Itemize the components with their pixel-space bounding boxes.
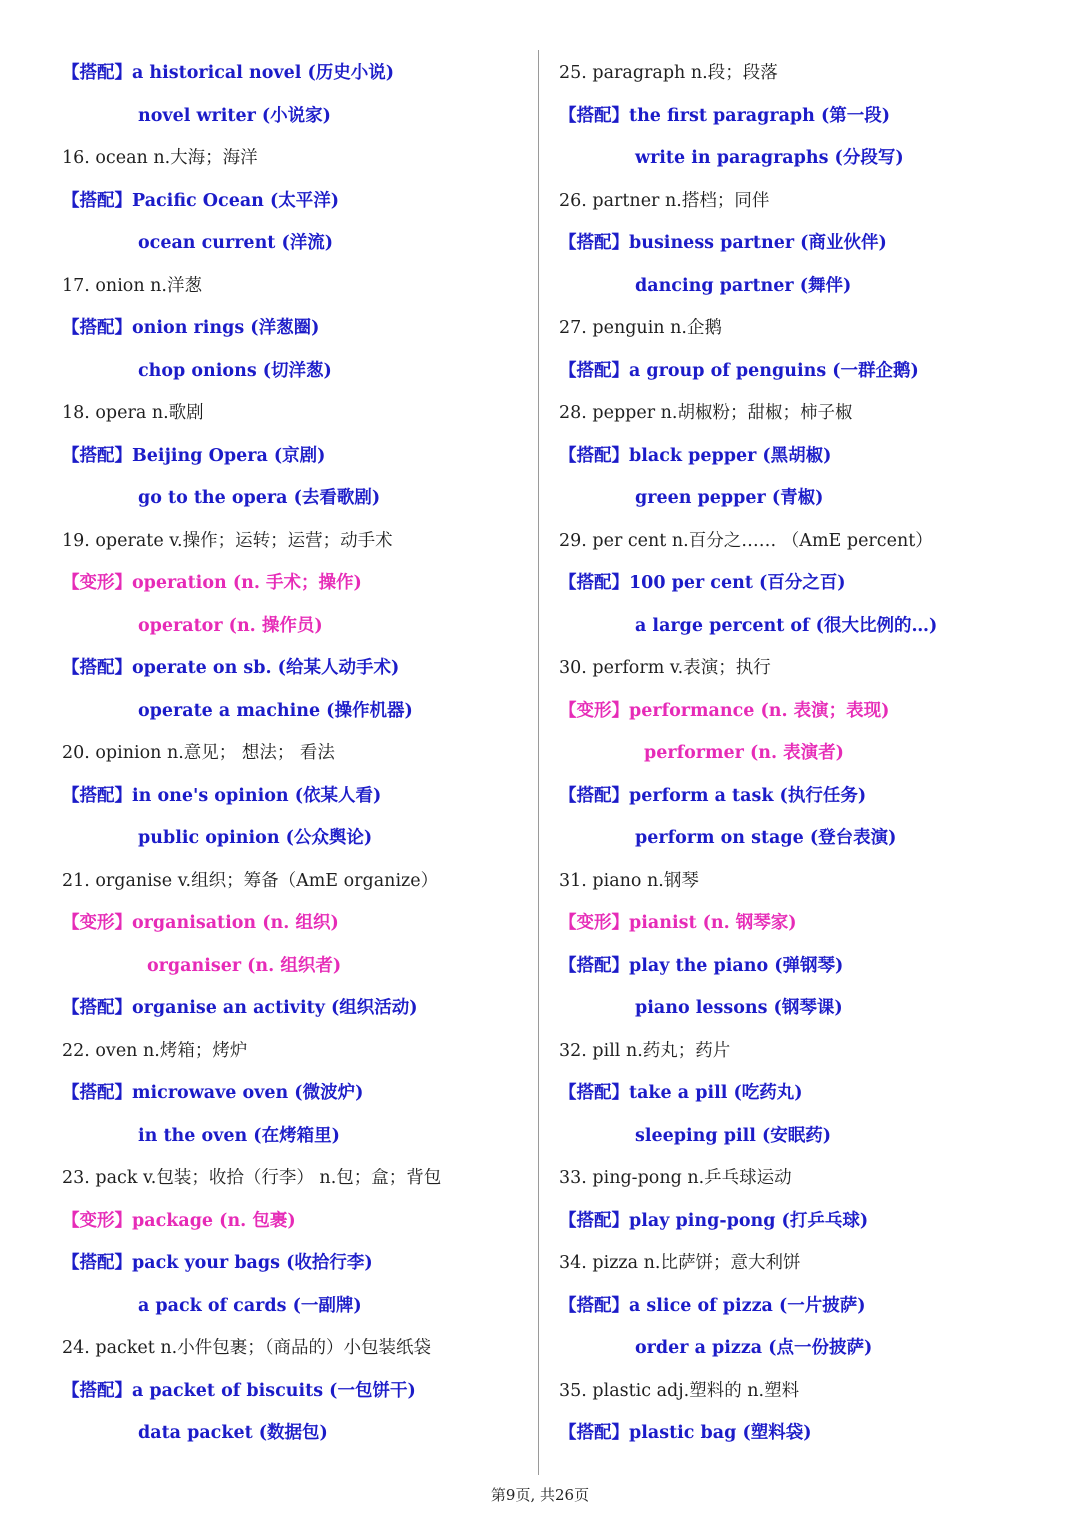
word-entry: 24. packet n.小件包裹；（商品的）小包装纸袋 bbox=[62, 1338, 431, 1358]
collocation-line: 【搭配】black pepper (黑胡椒) bbox=[559, 445, 832, 466]
derivation-line: 【变形】performance (n. 表演；表现) bbox=[559, 700, 890, 721]
collocation-line: 【搭配】play the piano (弹钢琴) bbox=[559, 955, 844, 976]
collocation-line: a large percent of (很大比例的…) bbox=[635, 615, 938, 636]
collocation-line: 【搭配】operate on sb. (给某人动手术) bbox=[62, 658, 400, 678]
collocation-line: 【搭配】the first paragraph (第一段) bbox=[559, 105, 891, 126]
collocation-line: 【搭配】plastic bag (塑料袋) bbox=[559, 1423, 812, 1443]
word-entry: 23. pack v.包装；收拾（行李） n.包；盒；背包 bbox=[62, 1168, 442, 1188]
collocation-line: green pepper (青椒) bbox=[635, 488, 824, 508]
word-entry: 33. ping-pong n.乒乓球运动 bbox=[559, 1168, 792, 1188]
collocation-line: dancing partner (舞伴) bbox=[635, 275, 852, 296]
collocation-line: 【搭配】a slice of pizza (一片披萨) bbox=[559, 1295, 866, 1316]
collocation-line: 【搭配】a historical novel (历史小说) bbox=[62, 63, 395, 83]
collocation-line: novel writer (小说家) bbox=[138, 105, 331, 126]
collocation-line: ocean current (洋流) bbox=[138, 233, 334, 253]
word-entry: 17. onion n.洋葱 bbox=[62, 275, 202, 296]
collocation-line: 【搭配】take a pill (吃药丸) bbox=[559, 1083, 803, 1103]
word-entry: 34. pizza n.比萨饼；意大利饼 bbox=[559, 1253, 801, 1273]
word-entry: 32. pill n.药丸；药片 bbox=[559, 1040, 731, 1061]
collocation-line: in the oven (在烤箱里) bbox=[138, 1125, 340, 1146]
collocation-line: 【搭配】100 per cent (百分之百) bbox=[559, 573, 846, 593]
word-entry: 20. opinion n.意见； 想法； 看法 bbox=[62, 743, 335, 763]
derivation-line: performer (n. 表演者) bbox=[644, 743, 844, 763]
word-entry: 19. operate v.操作；运转；运营；动手术 bbox=[62, 530, 393, 551]
word-entry: 22. oven n.烤箱；烤炉 bbox=[62, 1040, 248, 1061]
collocation-line: data packet (数据包) bbox=[138, 1423, 328, 1443]
collocation-line: sleeping pill (安眠药) bbox=[635, 1125, 832, 1146]
left-column bbox=[62, 52, 522, 1455]
derivation-line: 【变形】pianist (n. 钢琴家) bbox=[559, 913, 797, 933]
word-entry: 27. penguin n.企鹅 bbox=[559, 318, 722, 338]
collocation-line: 【搭配】pack your bags (收拾行李) bbox=[62, 1253, 373, 1273]
word-entry: 35. plastic adj.塑料的 n.塑料 bbox=[559, 1380, 800, 1401]
collocation-line: chop onions (切洋葱) bbox=[138, 360, 332, 381]
collocation-line: 【搭配】business partner (商业伙伴) bbox=[559, 233, 887, 253]
collocation-line: go to the opera (去看歌剧) bbox=[138, 488, 381, 508]
word-entry: 29. per cent n.百分之…… （AmE percent） bbox=[559, 530, 933, 551]
derivation-line: organiser (n. 组织者) bbox=[147, 955, 342, 976]
collocation-line: 【搭配】a packet of biscuits (一包饼干) bbox=[62, 1380, 416, 1401]
page-footer: 第9页, 共26页 bbox=[490, 1486, 590, 1504]
collocation-line: order a pizza (点一份披萨) bbox=[635, 1338, 873, 1358]
column-divider bbox=[538, 50, 539, 1475]
word-entry: 26. partner n.搭档；同伴 bbox=[559, 190, 770, 211]
collocation-line: 【搭配】onion rings (洋葱圈) bbox=[62, 318, 320, 338]
right-column bbox=[559, 52, 1059, 1455]
collocation-line: 【搭配】perform a task (执行任务) bbox=[559, 785, 867, 806]
collocation-line: operate a machine (操作机器) bbox=[138, 700, 413, 721]
word-entry: 28. pepper n.胡椒粉；甜椒；柿子椒 bbox=[559, 403, 853, 423]
word-entry: 21. organise v.组织；筹备（AmE organize） bbox=[62, 870, 439, 891]
collocation-line: 【搭配】organise an activity (组织活动) bbox=[62, 998, 418, 1018]
collocation-line: 【搭配】Pacific Ocean (太平洋) bbox=[62, 190, 340, 211]
collocation-line: write in paragraphs (分段写) bbox=[635, 148, 904, 168]
collocation-line: 【搭配】in one's opinion (依某人看) bbox=[62, 785, 382, 806]
derivation-line: operator (n. 操作员) bbox=[138, 615, 323, 636]
collocation-line: 【搭配】Beijing Opera (京剧) bbox=[62, 445, 326, 466]
word-entry: 16. ocean n.大海；海洋 bbox=[62, 148, 258, 168]
derivation-line: 【变形】organisation (n. 组织) bbox=[62, 913, 339, 933]
word-entry: 31. piano n.钢琴 bbox=[559, 870, 699, 891]
collocation-line: 【搭配】play ping-pong (打乒乓球) bbox=[559, 1210, 869, 1231]
collocation-line: public opinion (公众舆论) bbox=[138, 828, 373, 848]
collocation-line: 【搭配】microwave oven (微波炉) bbox=[62, 1083, 364, 1103]
word-entry: 18. opera n.歌剧 bbox=[62, 403, 204, 423]
collocation-line: 【搭配】a group of penguins (一群企鹅) bbox=[559, 360, 919, 381]
collocation-line: a pack of cards (一副牌) bbox=[138, 1295, 362, 1316]
collocation-line: piano lessons (钢琴课) bbox=[635, 998, 843, 1018]
derivation-line: 【变形】package (n. 包裹) bbox=[62, 1210, 296, 1231]
derivation-line: 【变形】operation (n. 手术；操作) bbox=[62, 573, 362, 593]
word-entry: 25. paragraph n.段；段落 bbox=[559, 63, 778, 83]
collocation-line: perform on stage (登台表演) bbox=[635, 828, 897, 848]
word-entry: 30. perform v.表演；执行 bbox=[559, 658, 771, 678]
